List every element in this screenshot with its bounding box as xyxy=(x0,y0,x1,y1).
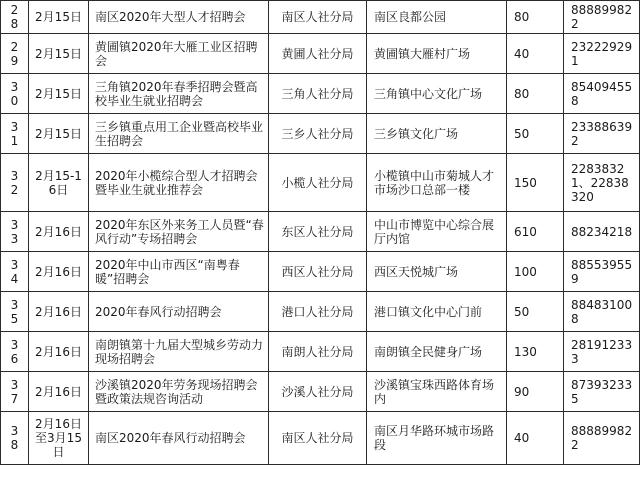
table-row xyxy=(1,1,640,34)
row-number-tens: 3 xyxy=(10,119,19,134)
company-count: 130 xyxy=(507,332,564,372)
row-number-ones: 6 xyxy=(10,351,19,366)
organizer: 南朗人社分局 xyxy=(269,332,367,372)
fair-date: 2月16日至3月15日 xyxy=(29,412,89,465)
fair-date: 2月15日 xyxy=(29,1,89,34)
fair-date: 2月15日 xyxy=(29,74,89,114)
company-count: 610 xyxy=(507,212,564,252)
venue: 黄圃镇大雁村广场 xyxy=(367,34,507,74)
fair-name: 三乡镇重点用工企业暨高校毕业生招聘会 xyxy=(89,114,269,154)
organizer: 西区人社分局 xyxy=(269,252,367,292)
row-number-tens: 2 xyxy=(10,3,19,17)
company-count: 150 xyxy=(507,154,564,212)
fair-date: 2月15日 xyxy=(29,114,89,154)
row-number xyxy=(1,372,29,412)
row-number-ones: 9 xyxy=(10,53,19,68)
row-number-ones: 3 xyxy=(10,231,19,246)
row-number-ones: 1 xyxy=(10,133,19,148)
company-count: 100 xyxy=(507,252,564,292)
row-number xyxy=(1,114,29,154)
contact-phone: 232229291 xyxy=(564,34,640,74)
company-count: 40 xyxy=(507,412,564,465)
fair-name: 2020年中山市西区“南粤春暖”招聘会 xyxy=(89,252,269,292)
venue: 南区月华路环城市场路段 xyxy=(367,412,507,465)
row-number-tens: 3 xyxy=(10,424,19,438)
row-number-tens: 3 xyxy=(10,337,19,352)
company-count: 50 xyxy=(507,114,564,154)
company-count: 50 xyxy=(507,292,564,332)
table-row xyxy=(1,372,640,412)
venue: 港口镇文化中心门前 xyxy=(367,292,507,332)
table-row xyxy=(1,292,640,332)
venue: 西区天悦城广场 xyxy=(367,252,507,292)
table-row xyxy=(1,332,640,372)
organizer: 黄圃人社分局 xyxy=(269,34,367,74)
fair-date: 2月15日 xyxy=(29,34,89,74)
fair-name: 南区2020年春风行动招聘会 xyxy=(89,412,269,465)
row-number-ones: 4 xyxy=(10,271,19,286)
fair-date: 2月15-16日 xyxy=(29,154,89,212)
table-row xyxy=(1,212,640,252)
company-count: 40 xyxy=(507,34,564,74)
organizer: 南区人社分局 xyxy=(269,412,367,465)
contact-phone: 888899822 xyxy=(564,412,640,465)
row-number-tens: 3 xyxy=(10,257,19,272)
fair-name: 2020年春风行动招聘会 xyxy=(89,292,269,332)
table-row xyxy=(1,154,640,212)
fair-date: 2月16日 xyxy=(29,332,89,372)
fair-date: 2月16日 xyxy=(29,292,89,332)
fair-name: 沙溪镇2020年劳务现场招聘会暨政策法规咨询活动 xyxy=(89,372,269,412)
contact-phone: 88234218 xyxy=(564,212,640,252)
company-count: 80 xyxy=(507,74,564,114)
row-number-tens: 3 xyxy=(10,79,19,94)
fair-name: 2020年小榄综合型人才招聘会暨毕业生就业推荐会 xyxy=(89,154,269,212)
company-count: 90 xyxy=(507,372,564,412)
fair-name: 南朗镇第十九届大型城乡劳动力现场招聘会 xyxy=(89,332,269,372)
row-number-ones: 8 xyxy=(10,17,19,31)
contact-phone: 884831008 xyxy=(564,292,640,332)
fair-date: 2月16日 xyxy=(29,212,89,252)
row-number-ones: 0 xyxy=(10,93,19,108)
table-row xyxy=(1,34,640,74)
table-row xyxy=(1,412,640,465)
venue: 中山市博览中心综合展厅内馆 xyxy=(367,212,507,252)
row-number xyxy=(1,412,29,465)
row-number-ones: 5 xyxy=(10,311,19,326)
fair-date: 2月16日 xyxy=(29,372,89,412)
contact-phone: 233886392 xyxy=(564,114,640,154)
organizer: 东区人社分局 xyxy=(269,212,367,252)
row-number xyxy=(1,212,29,252)
contact-phone: 854094558 xyxy=(564,74,640,114)
row-number xyxy=(1,292,29,332)
row-number xyxy=(1,74,29,114)
organizer: 沙溪人社分局 xyxy=(269,372,367,412)
contact-phone: 885539559 xyxy=(564,252,640,292)
row-number-tens: 2 xyxy=(10,39,19,54)
venue: 小榄镇中山市菊城人才市场沙口总部一楼 xyxy=(367,154,507,212)
row-number-ones: 2 xyxy=(10,182,19,197)
fair-date: 2月16日 xyxy=(29,252,89,292)
venue: 南朗镇全民健身广场 xyxy=(367,332,507,372)
row-number-tens: 3 xyxy=(10,377,19,392)
venue: 沙溪镇宝珠西路体育场内 xyxy=(367,372,507,412)
venue: 三乡镇文化广场 xyxy=(367,114,507,154)
row-number-ones: 8 xyxy=(10,438,19,452)
organizer: 三乡人社分局 xyxy=(269,114,367,154)
contact-phone: 873932335 xyxy=(564,372,640,412)
row-number-tens: 3 xyxy=(10,168,19,183)
organizer: 港口人社分局 xyxy=(269,292,367,332)
venue: 南区良都公园 xyxy=(367,1,507,34)
contact-phone: 22838321、22838320 xyxy=(564,154,640,212)
contact-phone: 281912333 xyxy=(564,332,640,372)
organizer: 小榄人社分局 xyxy=(269,154,367,212)
venue: 三角镇中心文化广场 xyxy=(367,74,507,114)
table-row xyxy=(1,114,640,154)
row-number-tens: 3 xyxy=(10,297,19,312)
table-row xyxy=(1,252,640,292)
row-number xyxy=(1,252,29,292)
contact-phone: 888899822 xyxy=(564,1,640,34)
row-number xyxy=(1,332,29,372)
fair-name: 黄圃镇2020年大雁工业区招聘会 xyxy=(89,34,269,74)
fair-name: 2020年东区外来务工人员暨“春风行动”专场招聘会 xyxy=(89,212,269,252)
row-number-ones: 7 xyxy=(10,391,19,406)
company-count: 80 xyxy=(507,1,564,34)
fair-name: 三角镇2020年春季招聘会暨高校毕业生就业招聘会 xyxy=(89,74,269,114)
fair-name: 南区2020年大型人才招聘会 xyxy=(89,1,269,34)
table-row xyxy=(1,74,640,114)
row-number-tens: 3 xyxy=(10,217,19,232)
row-number xyxy=(1,1,29,34)
organizer: 三角人社分局 xyxy=(269,74,367,114)
row-number xyxy=(1,34,29,74)
organizer: 南区人社分局 xyxy=(269,1,367,34)
row-number xyxy=(1,154,29,212)
